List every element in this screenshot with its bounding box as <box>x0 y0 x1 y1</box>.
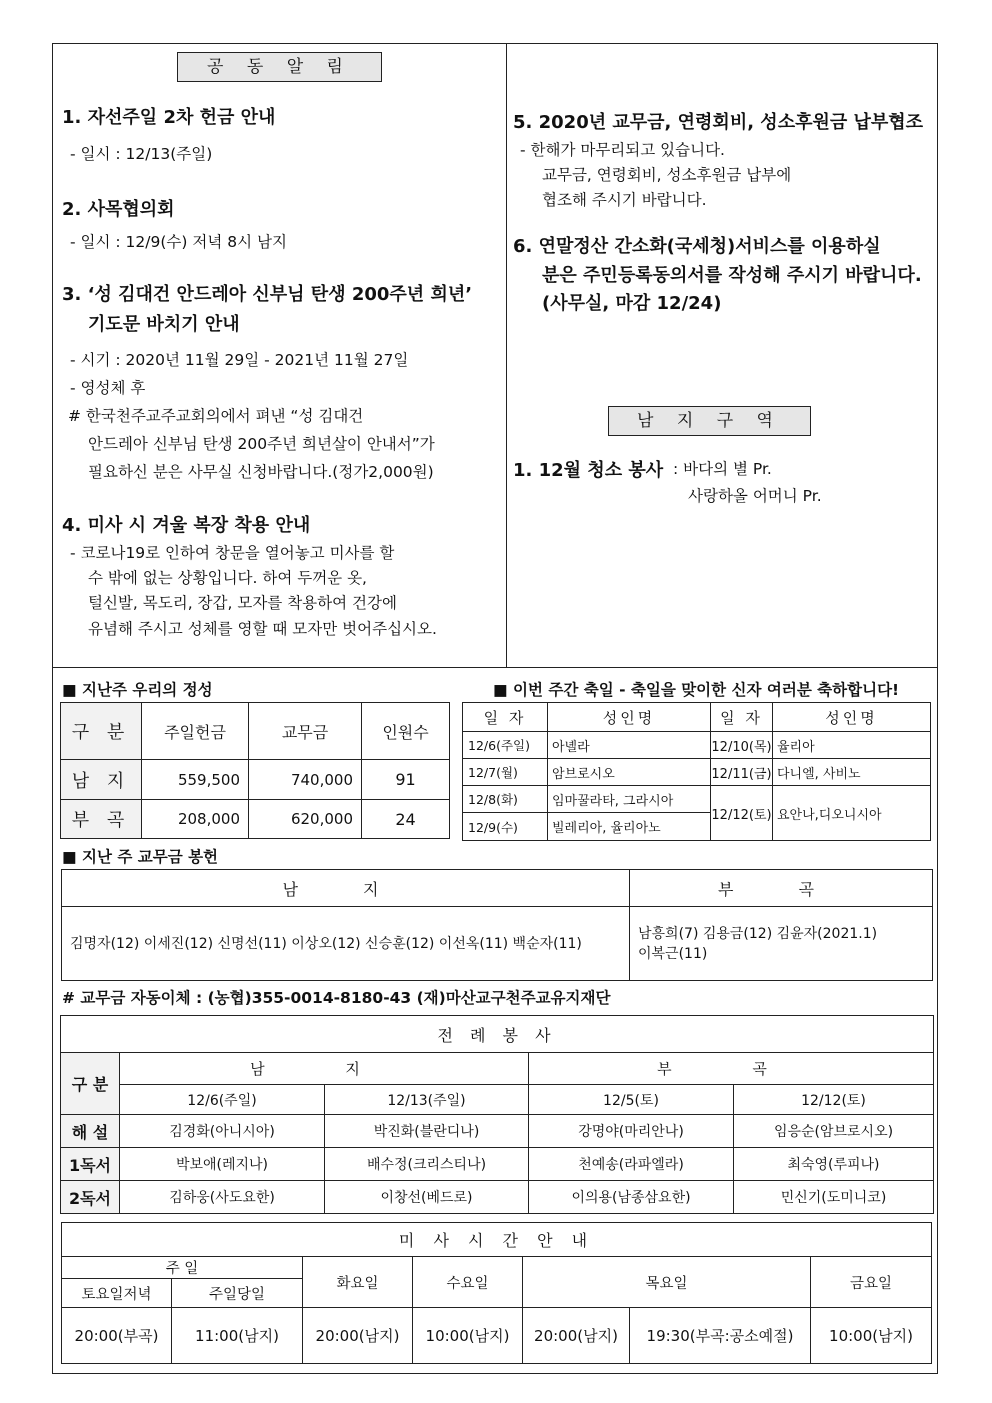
namji-cleaning-line-1: : 바다의 별 Pr. <box>673 460 772 478</box>
feast-header-saint: 성인명 <box>548 703 711 732</box>
mass-time: 20:00(남지) <box>303 1308 413 1364</box>
liturgy-name: 이창선(베드로) <box>325 1181 529 1214</box>
dues-header-bugok: 부 곡 <box>630 870 933 907</box>
notice-4-heading: 4. 미사 시 겨울 복장 착용 안내 <box>62 515 311 536</box>
table-row <box>463 786 931 813</box>
offering-row-label: 남 지 <box>61 760 142 800</box>
offering-row-namji <box>61 760 450 800</box>
notice-2-heading: 2. 사목협의회 <box>62 199 175 220</box>
feast-saint: 임마꿀라타, 그라시아 <box>548 786 711 813</box>
mass-times-table <box>61 1222 932 1364</box>
auto-transfer-info: # 교무금 자동이체 : (농협)355-0014-8180-43 (재)마산교구천주교유지재단 <box>62 989 611 1007</box>
notice-3-line-4: 안드레아 신부님 탄생 200주년 희년살이 안내서”가 <box>88 435 435 453</box>
notice-4-line-1: - 코로나19로 인하여 창문을 열어놓고 미사를 할 <box>70 544 395 562</box>
notice-6-heading-3: (사무실, 마감 12/24) <box>542 293 722 314</box>
namji-cleaning-line-2: 사랑하올 어머니 Pr. <box>688 487 822 505</box>
liturgy-role: 해 설 <box>61 1115 120 1148</box>
notice-3-heading: 3. ‘성 김대건 안드레아 신부님 탄생 200주년 희년’ <box>62 284 473 305</box>
dues-payers-title: ■ 지난 주 교무금 봉헌 <box>62 848 219 866</box>
namji-area-title: 남 지 구 역 <box>608 406 811 436</box>
table-row <box>61 1181 934 1214</box>
mass-sunday-label: 주 일 <box>62 1257 303 1279</box>
notice-4-line-4: 유념해 주시고 성체를 영할 때 모자만 벗어주십시오. <box>88 620 437 638</box>
offering-dues-value: 740,000 <box>249 760 362 800</box>
mass-time: 19:30(부곡:공소예절) <box>630 1308 811 1364</box>
mass-time: 20:00(부곡) <box>62 1308 172 1364</box>
feast-date: 12/6(주일) <box>463 732 548 759</box>
liturgy-role: 1독서 <box>61 1148 120 1181</box>
feast-saint: 다니엘, 사비노 <box>773 759 931 786</box>
mass-sub-sunday: 주일당일 <box>172 1279 303 1308</box>
feast-date: 12/7(월) <box>463 759 548 786</box>
column-divider <box>506 43 507 667</box>
feast-saint: 아녤라 <box>548 732 711 759</box>
notice-6-heading: 6. 연말정산 간소화(국세청)서비스를 이용하실 <box>513 236 881 257</box>
feast-date: 12/12(토) <box>711 786 773 841</box>
feast-date: 12/9(수) <box>463 813 548 841</box>
table-row <box>61 1148 934 1181</box>
section-divider <box>52 667 938 668</box>
liturgy-region-namji: 남 지 <box>120 1053 529 1085</box>
offering-header-sunday: 주일헌금 <box>142 703 249 760</box>
feast-saint: 율리아 <box>773 732 931 759</box>
liturgy-name: 임응순(암브로시오) <box>734 1115 934 1148</box>
notice-3-line-1: - 시기 : 2020년 11월 29일 - 2021년 11월 27일 <box>70 351 409 369</box>
feast-title: ■ 이번 주간 축일 - 축일을 맞이한 신자 여러분 축하합니다! <box>493 681 900 699</box>
liturgy-group-label: 구 분 <box>61 1053 120 1115</box>
liturgy-name: 김하웅(사도요한) <box>120 1181 325 1214</box>
notice-4-line-2: 수 밖에 없는 상황입니다. 하여 두꺼운 옷, <box>88 569 367 587</box>
offering-row-label: 부 곡 <box>61 800 142 839</box>
mass-day-friday: 금요일 <box>811 1257 932 1308</box>
notice-5-line-2: 교무금, 연령회비, 성소후원금 납부에 <box>542 166 792 184</box>
offering-sunday-value: 208,000 <box>142 800 249 839</box>
notice-3-heading-2: 기도문 바치기 안내 <box>88 314 240 335</box>
liturgy-name: 이의용(남종삼요한) <box>529 1181 734 1214</box>
namji-cleaning-heading: 1. 12월 청소 봉사 <box>513 460 664 481</box>
table-row <box>463 732 931 759</box>
notice-6-heading-2: 분은 주민등록동의서를 작성해 주시기 바랍니다. <box>542 265 922 286</box>
table-row <box>62 1308 932 1364</box>
offering-count-value: 24 <box>362 800 450 839</box>
mass-time: 10:00(남지) <box>413 1308 523 1364</box>
liturgy-title: 전 례 봉 사 <box>61 1016 934 1053</box>
notice-2-line: - 일시 : 12/9(수) 저녁 8시 남지 <box>70 233 287 251</box>
notice-1-line: - 일시 : 12/13(주일) <box>70 145 213 163</box>
table-row <box>61 1115 934 1148</box>
offering-header-dues: 교무금 <box>249 703 362 760</box>
mass-time: 11:00(남지) <box>172 1308 303 1364</box>
offering-title: ■ 지난주 우리의 정성 <box>62 681 213 699</box>
offering-header-label: 구 분 <box>61 703 142 760</box>
feast-header-date: 일 자 <box>711 703 773 732</box>
liturgy-name: 천예송(라파엘라) <box>529 1148 734 1181</box>
mass-day-tuesday: 화요일 <box>303 1257 413 1308</box>
liturgy-region-bugok: 부 곡 <box>529 1053 934 1085</box>
notice-3-line-2: - 영성체 후 <box>70 379 146 397</box>
offering-header-count: 인원수 <box>362 703 450 760</box>
feast-date: 12/10(목) <box>711 732 773 759</box>
offering-count-value: 91 <box>362 760 450 800</box>
feast-date: 12/11(금) <box>711 759 773 786</box>
notice-1-heading: 1. 자선주일 2차 헌금 안내 <box>62 107 276 128</box>
liturgy-name: 김경화(아니시아) <box>120 1115 325 1148</box>
notice-5-line-3: 협조해 주시기 바랍니다. <box>542 191 707 209</box>
mass-sub-saturday: 토요일저녁 <box>62 1279 172 1308</box>
liturgy-name: 배수정(크리스티나) <box>325 1148 529 1181</box>
notice-5-heading: 5. 2020년 교무금, 연령회비, 성소후원금 납부협조 <box>513 112 924 133</box>
mass-day-thursday: 목요일 <box>523 1257 811 1308</box>
feast-saint: 빌레리아, 율리아노 <box>548 813 711 841</box>
notice-5-line-1: - 한해가 마무리되고 있습니다. <box>520 141 725 159</box>
dues-namji-names: 김명자(12) 이세진(12) 신명선(11) 이상오(12) 신승훈(12) 이선옥(11) 백순자(11) <box>62 907 630 981</box>
notice-3-line-5: 필요하신 분은 사무실 신청바랍니다.(정가2,000원) <box>88 463 434 481</box>
dues-bugok-names <box>630 907 933 981</box>
liturgy-name: 강명야(마리안나) <box>529 1115 734 1148</box>
liturgy-name: 박진화(블란디나) <box>325 1115 529 1148</box>
liturgy-date: 12/5(토) <box>529 1085 734 1115</box>
feast-header-saint: 성인명 <box>773 703 931 732</box>
notice-4-line-3: 털신발, 목도리, 장갑, 모자를 착용하여 건강에 <box>88 594 397 612</box>
liturgy-date: 12/13(주일) <box>325 1085 529 1115</box>
mass-time: 20:00(남지) <box>523 1308 630 1364</box>
liturgy-role: 2독서 <box>61 1181 120 1214</box>
liturgy-table <box>60 1015 934 1214</box>
liturgy-name: 민신기(도미니코) <box>734 1181 934 1214</box>
table-row <box>463 759 931 786</box>
liturgy-name: 박보애(레지나) <box>120 1148 325 1181</box>
mass-time: 10:00(남지) <box>811 1308 932 1364</box>
liturgy-name: 최숙영(루피나) <box>734 1148 934 1181</box>
dues-payers-table <box>61 869 933 981</box>
mass-times-title: 미 사 시 간 안 내 <box>62 1223 932 1257</box>
notice-3-line-3: # 한국천주교주교회의에서 펴낸 “성 김대건 <box>68 407 364 425</box>
dues-bugok-line-1: 남흥희(7) 김용금(12) 김윤자(2021.1) <box>638 925 878 942</box>
notice-title: 공 동 알 림 <box>177 52 382 82</box>
feast-table <box>462 702 931 841</box>
liturgy-date: 12/6(주일) <box>120 1085 325 1115</box>
feast-saint: 암브로시오 <box>548 759 711 786</box>
dues-bugok-line-2: 이복근(11) <box>638 945 708 962</box>
feast-header-date: 일 자 <box>463 703 548 732</box>
feast-saint: 요안나,디오니시아 <box>773 786 931 841</box>
offering-dues-value: 620,000 <box>249 800 362 839</box>
offering-sunday-value: 559,500 <box>142 760 249 800</box>
dues-header-namji: 남 지 <box>62 870 630 907</box>
liturgy-date: 12/12(토) <box>734 1085 934 1115</box>
mass-day-wednesday: 수요일 <box>413 1257 523 1308</box>
offering-table <box>60 702 450 839</box>
feast-date: 12/8(화) <box>463 786 548 813</box>
offering-row-bugok <box>61 800 450 839</box>
